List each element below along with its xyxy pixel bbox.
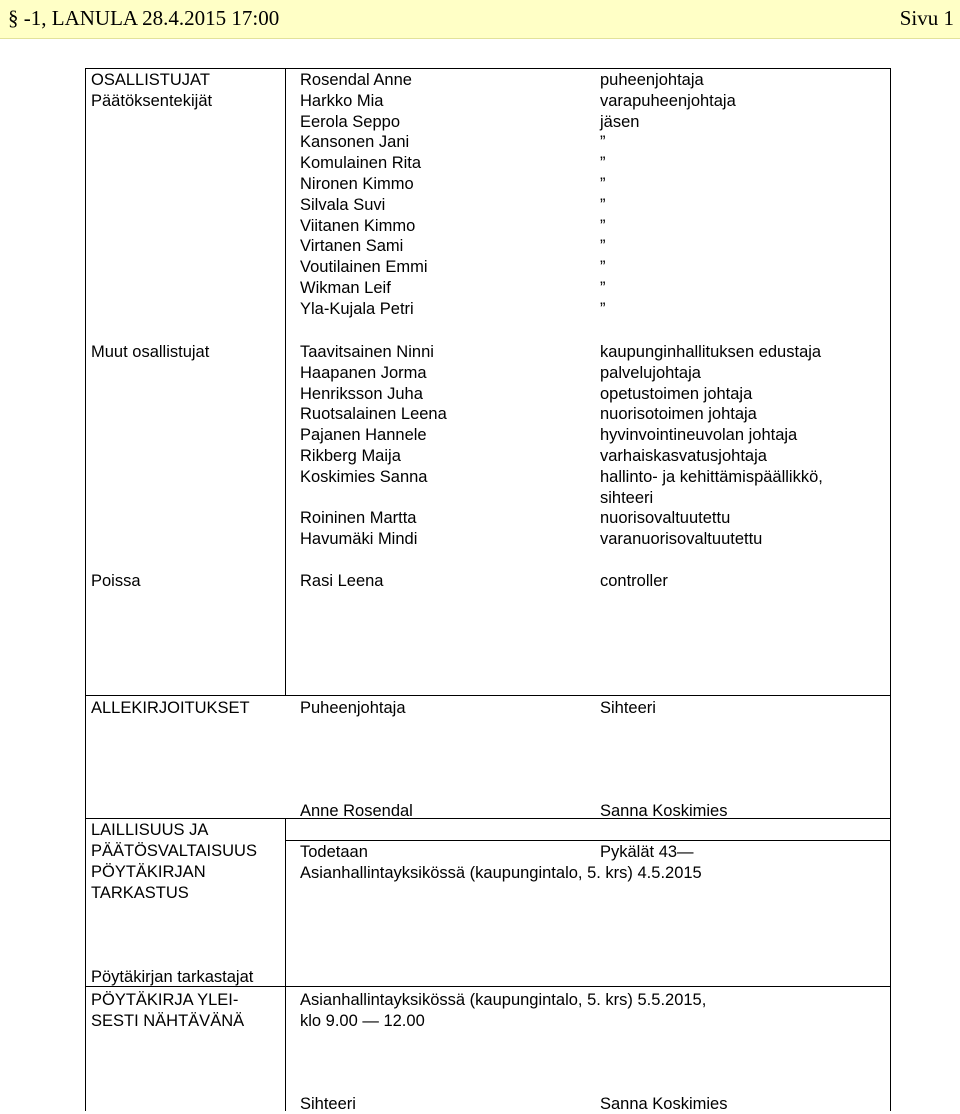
member-role: ” — [600, 216, 606, 235]
other-participants-label: Muut osallistujat — [91, 343, 210, 361]
secretary-name: Sanna Koskimies — [600, 802, 728, 820]
member-name: Wikman Leif — [300, 279, 391, 297]
other-participant-name: Koskimies Sanna — [300, 467, 428, 486]
member-role: varapuheenjohtaja — [600, 91, 736, 110]
page-number: Sivu 1 — [899, 6, 954, 30]
member-role: ” — [600, 279, 606, 297]
secretary-title: Sihteeri — [600, 699, 656, 717]
other-participant-name: Havumäki Mindi — [300, 530, 418, 549]
member-name: Harkko Mia — [300, 91, 384, 110]
other-participant-role: hallinto- ja kehittämispäällikkö, — [600, 467, 823, 486]
member-name: Yla-Kujala Petri — [300, 299, 414, 318]
label-column-divider — [285, 68, 286, 695]
member-role: ” — [600, 258, 606, 277]
page-header — [0, 0, 960, 39]
signatures-label: ALLEKIRJOITUKSET — [91, 699, 250, 717]
absent-name: Rasi Leena — [300, 572, 384, 590]
member-role: puheenjohtaja — [600, 71, 704, 89]
member-name: Silvala Suvi — [300, 195, 386, 214]
todetaan-text: Todetaan — [300, 843, 368, 861]
table-top-border — [85, 68, 891, 69]
other-participant-role: sihteeri — [600, 488, 654, 507]
other-participant-name: Pajanen Hannele — [300, 426, 427, 445]
member-name: Voutilainen Emmi — [300, 258, 428, 277]
document-reference: § -1, LANULA 28.4.2015 17:00 — [8, 6, 280, 30]
legality-label-line-3: PÖYTÄKIRJAN — [91, 863, 206, 881]
member-name: Viitanen Kimmo — [300, 216, 416, 235]
table-right-border — [890, 68, 891, 1111]
member-name: Eerola Seppo — [300, 112, 400, 131]
absent-role: controller — [600, 572, 668, 590]
member-name: Nironen Kimmo — [300, 175, 414, 193]
other-participant-name: Henriksson Juha — [300, 384, 423, 403]
other-participant-role: kaupunginhallituksen edustaja — [600, 343, 822, 361]
member-role: ” — [600, 133, 606, 152]
legality-label-line-1: LAILLISUUS JA — [91, 821, 209, 839]
inspection-location-text: Asianhallintayksikössä (kaupungintalo, 5. krs) 4.5.2015 — [300, 864, 702, 882]
other-participant-name: Ruotsalainen Leena — [300, 405, 447, 424]
inspectors-label: Pöytäkirjan tarkastajat — [91, 968, 254, 986]
other-participant-role: palvelujohtaja — [600, 363, 701, 382]
label-column-divider-lower — [285, 818, 286, 1111]
member-name: Virtanen Sami — [300, 237, 404, 256]
member-role: jäsen — [600, 112, 640, 131]
other-participant-name: Roininen Martta — [300, 509, 417, 528]
member-name: Komulainen Rita — [300, 154, 422, 173]
table-left-border — [85, 68, 86, 1111]
absent-label: Poissa — [91, 572, 141, 590]
other-participant-role: hyvinvointineuvolan johtaja — [600, 426, 798, 445]
legality-top-border — [85, 818, 891, 819]
chair-title: Puheenjohtaja — [300, 699, 406, 717]
legality-divider — [285, 840, 891, 841]
other-participant-role: varanuorisovaltuutettu — [600, 530, 763, 549]
public-display-text-line-1: Asianhallintayksikössä (kaupungintalo, 5. krs) 5.5.2015, — [300, 991, 707, 1009]
sections-text: Pykälät 43— — [600, 843, 694, 861]
other-participant-role: opetustoimen johtaja — [600, 384, 753, 403]
other-participant-name: Taavitsainen Ninni — [300, 343, 434, 361]
member-role: ” — [600, 237, 606, 256]
chair-name: Anne Rosendal — [300, 802, 413, 820]
decision-makers-label: Päätöksentekijät — [91, 92, 213, 110]
member-role: ” — [600, 195, 606, 214]
other-participant-role: varhaiskasvatusjohtaja — [600, 447, 767, 465]
public-display-label-line-1: PÖYTÄKIRJA YLEI- — [91, 991, 239, 1009]
final-secretary-name: Sanna Koskimies — [600, 1095, 728, 1113]
other-participant-name: Rikberg Maija — [300, 447, 401, 465]
legality-label-line-2: PÄÄTÖSVALTAISUUS — [91, 842, 257, 860]
signatures-top-border — [85, 695, 891, 696]
other-participant-role: nuorisovaltuutettu — [600, 509, 731, 528]
other-participant-name: Haapanen Jorma — [300, 363, 427, 382]
member-name: Rosendal Anne — [300, 71, 412, 89]
participants-label: OSALLISTUJAT — [91, 71, 210, 89]
member-role: ” — [600, 299, 606, 318]
public-display-text-line-2: klo 9.00 — 12.00 — [300, 1012, 425, 1030]
public-display-label-line-2: SESTI NÄHTÄVÄNÄ — [91, 1012, 245, 1030]
legality-label-line-4: TARKASTUS — [91, 884, 189, 902]
other-participant-role: nuorisotoimen johtaja — [600, 405, 757, 424]
final-secretary-title: Sihteeri — [300, 1095, 356, 1113]
member-role: ” — [600, 154, 606, 173]
member-role: ” — [600, 175, 606, 193]
member-name: Kansonen Jani — [300, 133, 410, 152]
